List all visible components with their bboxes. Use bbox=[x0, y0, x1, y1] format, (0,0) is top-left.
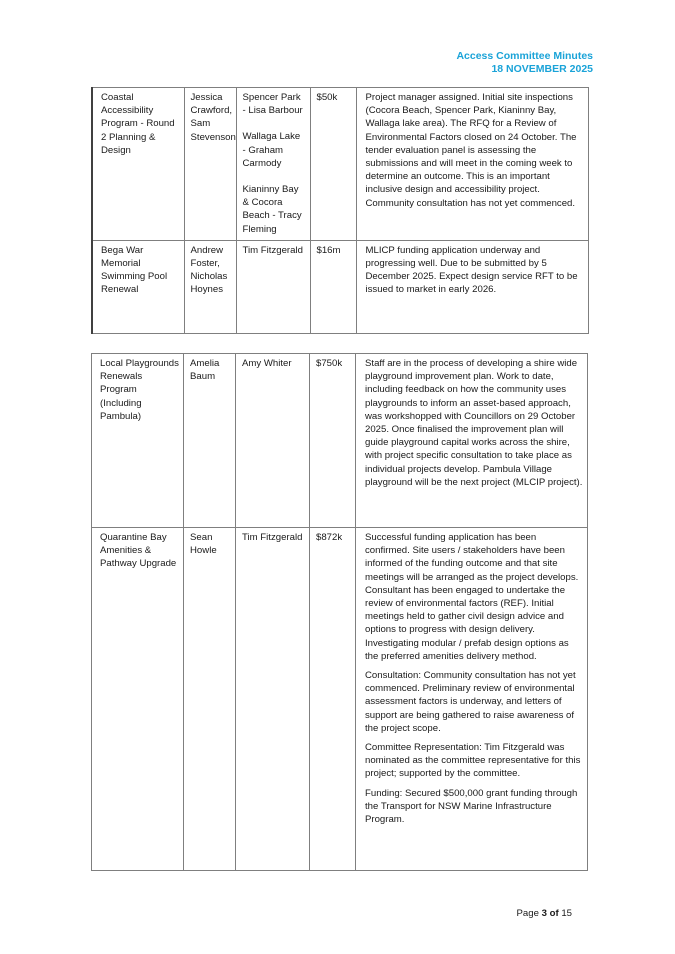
page-header bbox=[456, 50, 593, 76]
table-row bbox=[92, 240, 588, 333]
page-number: 3 bbox=[541, 908, 547, 919]
of-word: of bbox=[549, 908, 559, 919]
officer-cell: Sean Howle bbox=[184, 528, 236, 871]
page-word: Page bbox=[516, 908, 539, 919]
project-name-cell: Local Playgrounds Renewals Program (Including Pambula) bbox=[92, 354, 184, 528]
budget-cell: $16m bbox=[310, 240, 356, 333]
budget-cell: $872k bbox=[310, 528, 356, 871]
update-cell bbox=[356, 88, 588, 241]
contact-cell bbox=[236, 88, 310, 241]
contact-cell bbox=[236, 528, 310, 871]
project-name-cell: Coastal Accessibility Program - Round 2 Planning & Design bbox=[92, 88, 184, 241]
budget-cell: $750k bbox=[310, 354, 356, 528]
contact-line: Kianinny Bay & Cocora Beach - Tracy Fleming bbox=[242, 184, 302, 235]
update-paragraph: Project manager assigned. Initial site inspections (Cocora Beach, Spencer Park, Kianinny Bay, Wallaga lake area). The RFQ for a Review of Environmental Factors closed on 24 October. The tender evaluation panel is assessing the submissions and will meet in the coming week to determine an outcome. This is an important inclusive design and accessibility project. Community consultation has not yet commenced. bbox=[365, 92, 577, 209]
contact-line: Wallaga Lake - Graham Carmody bbox=[242, 131, 301, 169]
update-cell bbox=[356, 240, 588, 333]
table-row bbox=[92, 88, 588, 241]
contact-line: Tim Fitzgerald bbox=[242, 532, 303, 543]
officer-cell: Amelia Baum bbox=[184, 354, 236, 528]
table-row bbox=[92, 354, 588, 528]
projects-table-1 bbox=[91, 87, 589, 334]
update-paragraph: Staff are in the process of developing a shire wide playground improvement plan. Work to date, including feedback on how the community uses playgrounds to inform an asset-based approach, was workshopped with Councillors on 29 October 2025. Once finalised the improvement plan will guide playground capital works across the shire, with project specific consultation to take place as individual projects develop. Pambula Village playground will be the next project (MLCIP project). bbox=[365, 358, 583, 488]
table-row bbox=[92, 528, 588, 871]
update-paragraph: Committee Representation: Tim Fitzgerald was nominated as the committee representative for this project; supported by the committee. bbox=[365, 742, 581, 780]
update-cell bbox=[356, 528, 588, 871]
header-title: Access Committee Minutes bbox=[456, 50, 593, 62]
project-name-cell: Quarantine Bay Amenities & Pathway Upgrade bbox=[92, 528, 184, 871]
contact-line: Tim Fitzgerald bbox=[242, 244, 303, 256]
officer-cell: Jessica Crawford, Sam Stevenson bbox=[184, 88, 236, 241]
budget-cell: $50k bbox=[310, 88, 356, 241]
update-cell bbox=[356, 354, 588, 528]
update-paragraph: Funding: Secured $500,000 grant funding through the Transport for NSW Marine Infrastructure Program. bbox=[365, 787, 578, 826]
officer-cell: Andrew Foster, Nicholas Hoynes bbox=[184, 240, 236, 333]
header-date: 18 NOVEMBER 2025 bbox=[491, 63, 593, 75]
update-paragraph: Consultation: Community consultation has not yet commenced. Preliminary review of environmental assessment factors is underway, and letters of support are being gathered to raise awareness of the project scope. bbox=[365, 670, 576, 734]
contact-cell bbox=[236, 240, 310, 333]
contact-line: Amy Whiter bbox=[242, 358, 292, 369]
contact-line: Spencer Park - Lisa Barbour bbox=[242, 92, 303, 117]
contact-cell bbox=[236, 354, 310, 528]
update-paragraph: MLICP funding application underway and progressing well. Due to be submitted by 5 December 2025. Expect design service RFT to be issued to market in early 2026. bbox=[365, 244, 578, 296]
update-paragraph: Successful funding application has been confirmed. Site users / stakeholders have been informed of the funding outcome and that site meetings will be arranged as the project develops. Consultant has been engaged to undertake the review of environmental factors (REF). Initial meetings held to gather civil design advice and options to progress with design delivery. Investigating modular / prefab design options as the preferred amenities delivery method. bbox=[365, 532, 579, 662]
project-name-cell: Bega War Memorial Swimming Pool Renewal bbox=[92, 240, 184, 333]
projects-table-2 bbox=[91, 353, 588, 871]
page-footer bbox=[517, 908, 573, 919]
total-pages: 15 bbox=[561, 908, 572, 919]
